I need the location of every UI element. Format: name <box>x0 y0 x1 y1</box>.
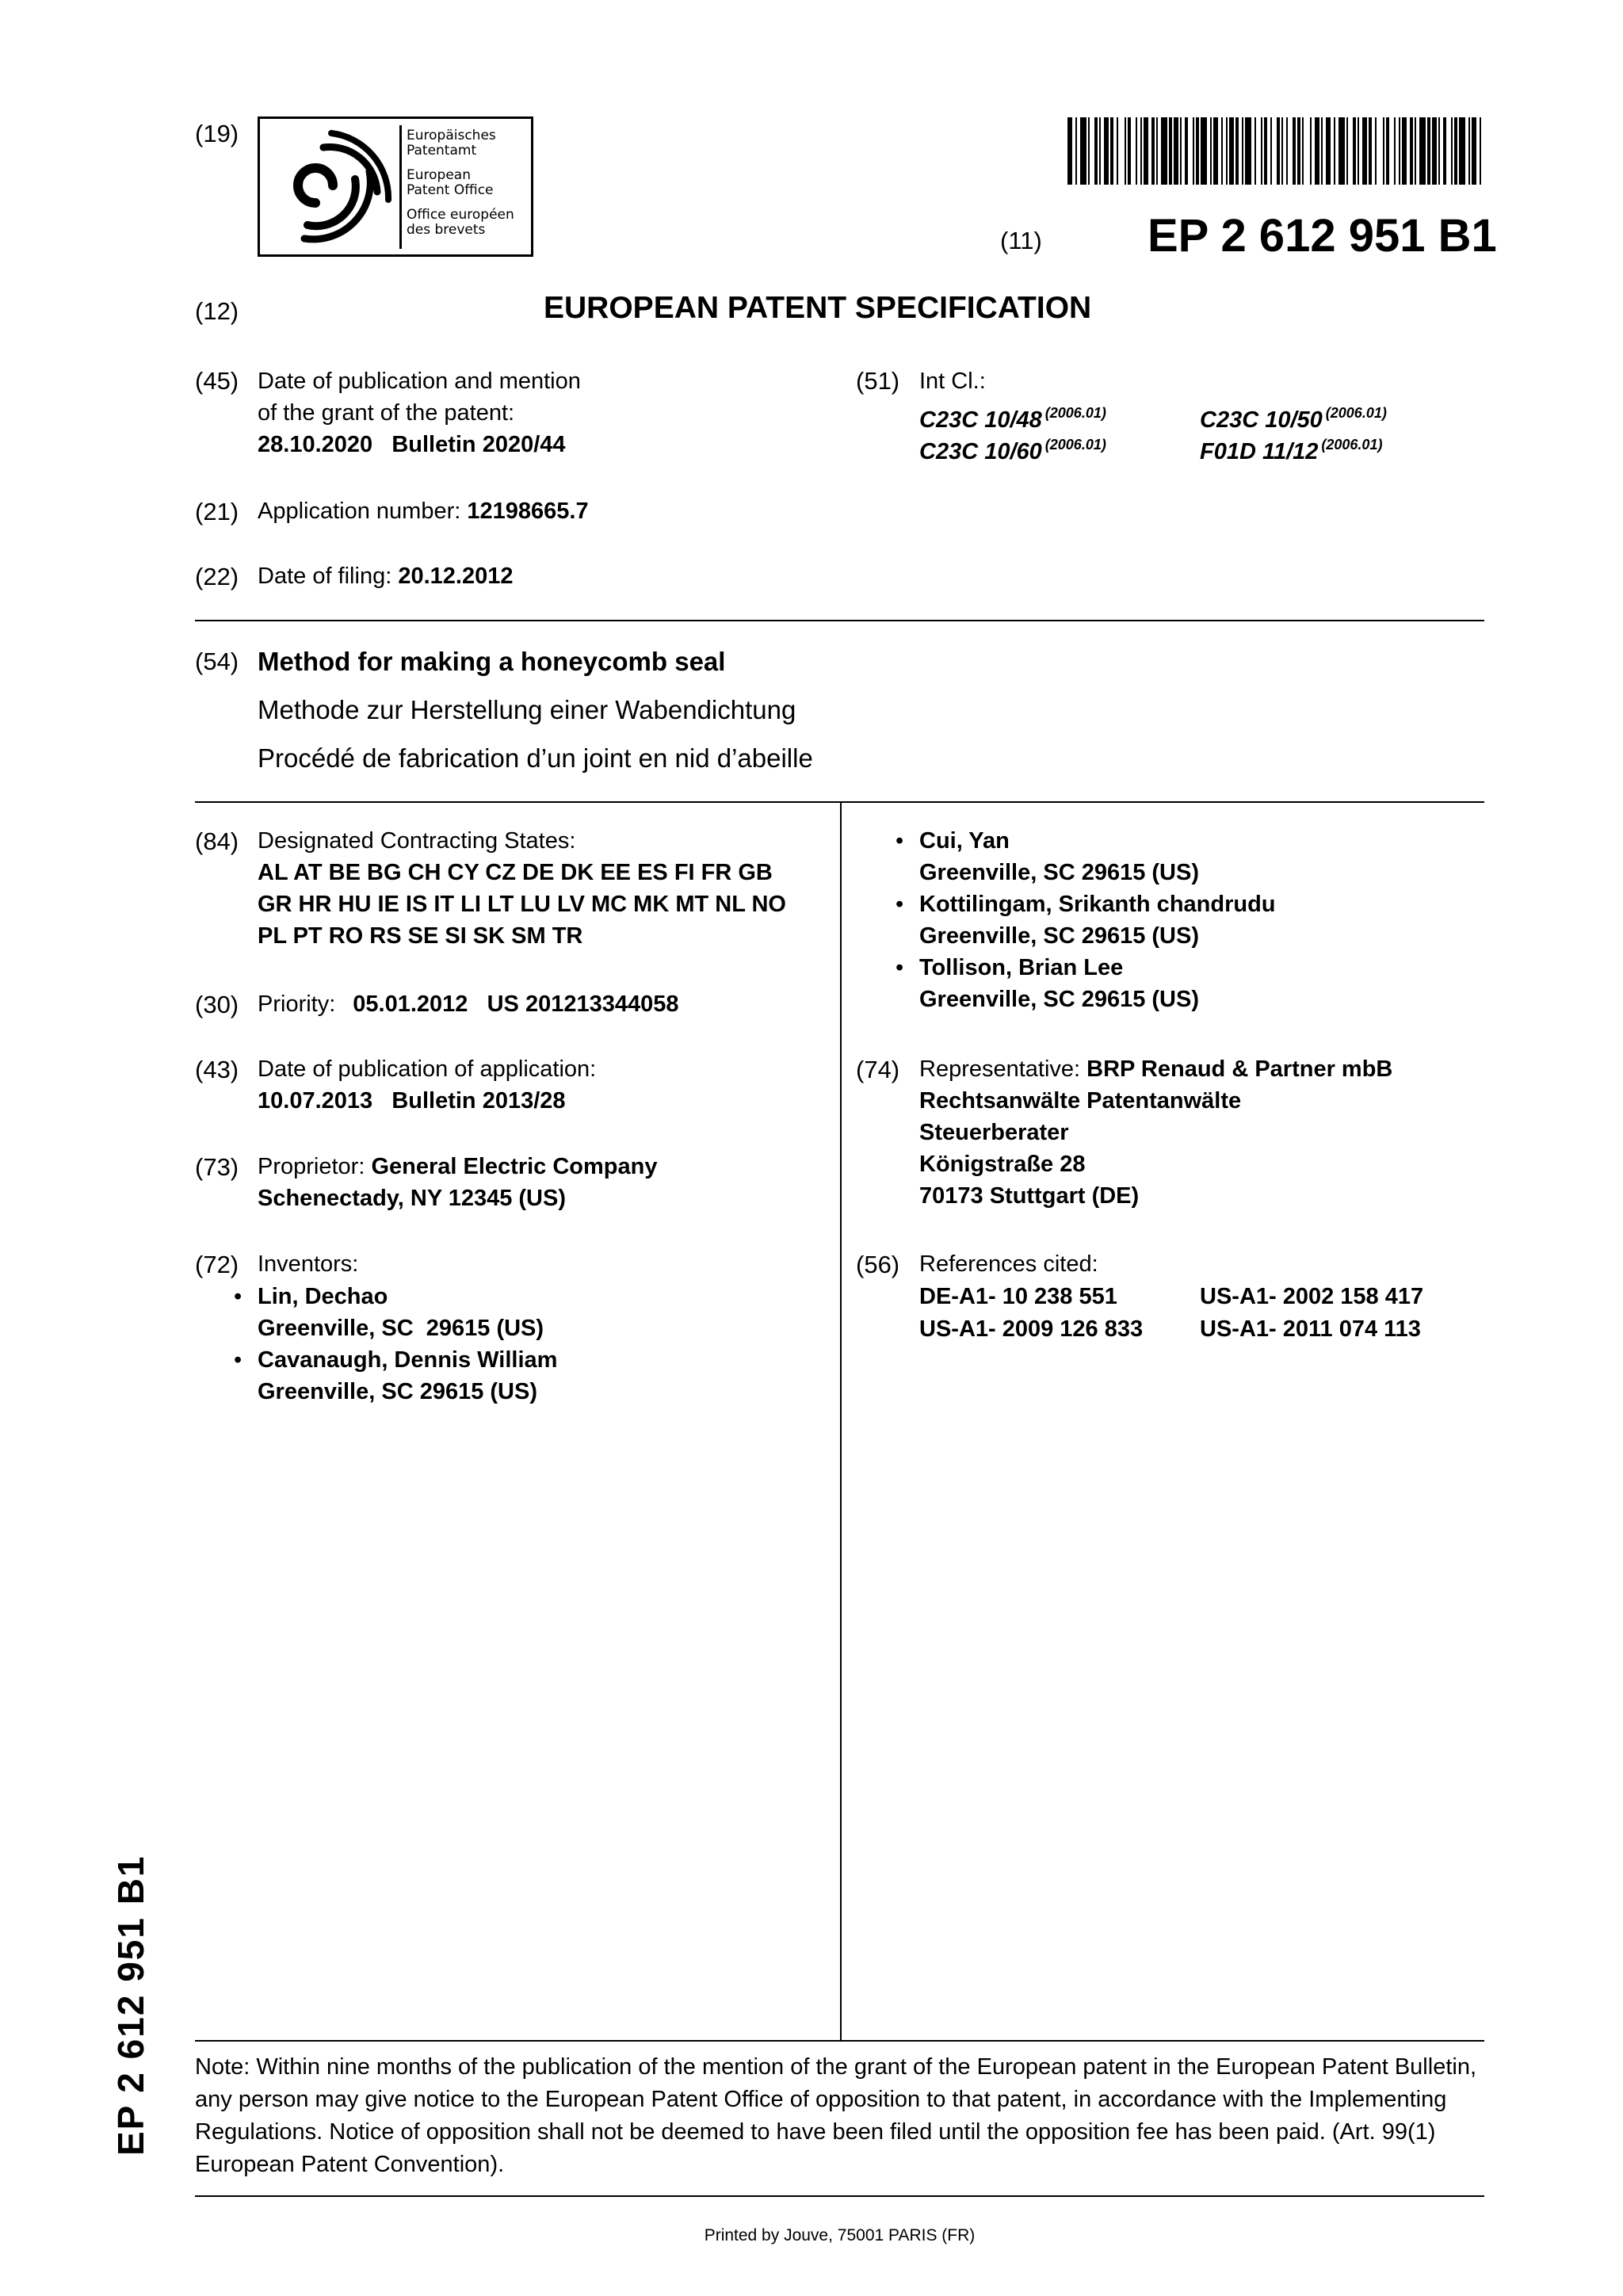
code-45: (45) <box>195 367 239 395</box>
code-54: (54) <box>195 648 239 675</box>
intcl-code: F01D 11/12 $^{(2006.01)}$ <box>1200 437 1383 464</box>
inventor-entry: • Lin, Dechao Greenville, SC 29615 (US) <box>258 1281 557 1344</box>
inventor-entry: • Cavanaugh, Dennis William Greenville, SC 29615 (US) <box>258 1344 557 1408</box>
intcl-code: C23C 10/50 $^{(2006.01)}$ <box>1200 405 1387 433</box>
divider <box>195 620 1484 621</box>
office-name-de: Europäisches Patentamt <box>407 128 496 159</box>
office-name-fr: Office européen des brevets <box>407 207 514 238</box>
inventor-entry: • Kottilingam, Srikanth chandrudu Greenville, SC 29615 (US) <box>919 888 1276 952</box>
code-72: (72) <box>195 1251 239 1278</box>
application-publication: Date of publication of application: 10.07.2013 Bulletin 2013/28 <box>258 1056 597 1114</box>
intcl-code: C23C 10/48 $^{(2006.01)}$ <box>919 405 1106 433</box>
reference: DE-A1- 10 238 551 <box>919 1284 1117 1309</box>
code-19: (19) <box>195 120 239 147</box>
code-73: (73) <box>195 1153 239 1181</box>
bullet-icon: • <box>234 1284 242 1309</box>
barcode <box>1067 117 1483 185</box>
reference: US-A1- 2011 074 113 <box>1200 1316 1421 1342</box>
grant-publication: Date of publication and mention of the grant of the patent: 28.10.2020 Bulletin 2020/44 <box>258 369 581 457</box>
column-divider <box>840 801 842 2040</box>
application-number: Application number: 12198665.7 <box>258 499 589 524</box>
references-label: References cited: <box>919 1251 1098 1277</box>
title-fr: Procédé de fabrication d’un joint en nid d’abeille <box>258 743 813 773</box>
intcl-code: C23C 10/60 $^{(2006.01)}$ <box>919 437 1106 464</box>
priority: Priority: 05.01.2012 US 201213344058 <box>258 991 679 1017</box>
code-12: (12) <box>195 297 239 325</box>
inventors-label: Inventors: <box>258 1251 359 1277</box>
code-43: (43) <box>195 1056 239 1083</box>
printer-imprint: Printed by Jouve, 75001 PARIS (FR) <box>704 2226 976 2244</box>
bullet-icon: • <box>896 892 904 917</box>
bullet-icon: • <box>896 828 904 854</box>
office-name-en: European Patent Office <box>407 167 494 198</box>
title-en: Method for making a honeycomb seal <box>258 647 726 676</box>
side-patent-number: EP 2 612 951 B1 <box>110 1855 151 2156</box>
inventor-list <box>234 1281 558 1408</box>
patent-number: EP 2 612 951 B1 <box>1148 210 1497 262</box>
code-84: (84) <box>195 827 239 855</box>
bullet-icon: • <box>896 955 904 980</box>
code-11: (11) <box>1000 227 1042 254</box>
reference: US-A1- 2002 158 417 <box>1200 1284 1424 1309</box>
code-22: (22) <box>195 563 239 590</box>
designated-states: Designated Contracting States: AL AT BE BG CH CY CZ DE DK EE ES FI FR GB GR HR HU IE IS IT LI LT LU LV MC MK MT NL NO PL PT RO RS SE SI SK SM TR <box>258 828 786 949</box>
epo-emblem-icon <box>268 124 395 250</box>
intcl-label: Int Cl.: <box>919 369 986 394</box>
code-21: (21) <box>195 498 239 525</box>
proprietor: Proprietor: General Electric Company Schenectady, NY 12345 (US) <box>258 1154 658 1211</box>
inventor-entry: • Tollison, Brian Lee Greenville, SC 29615 (US) <box>919 952 1276 1015</box>
opposition-note: Note: Within nine months of the publication of the mention of the grant of the European patent in the European Patent Bulletin, any person may give notice to the European Patent Office of opposition to that patent, in accordance with the Implementing Regulations. Notice of opposition shall not be deemed to have been filed until the opposition fee has been paid. (Art. 99(1) European Patent Convention). <box>195 2054 1477 2177</box>
title-de: Methode zur Herstellung einer Wabendichtung <box>258 695 796 724</box>
representative: Representative: BRP Renaud & Partner mbB Rechtsanwälte Patentanwälte Steuerberater Königstraße 28 70173 Stuttgart (DE) <box>919 1056 1393 1209</box>
divider <box>195 2040 1484 2042</box>
divider <box>195 2195 1484 2197</box>
code-51: (51) <box>856 367 900 395</box>
inventor-entry: • Cui, Yan Greenville, SC 29615 (US) <box>919 825 1276 888</box>
code-74: (74) <box>856 1056 900 1083</box>
code-56: (56) <box>856 1251 900 1278</box>
doc-title: EUROPEAN PATENT SPECIFICATION <box>544 291 1092 325</box>
bullet-icon: • <box>234 1347 242 1373</box>
filing-date: Date of filing: 20.12.2012 <box>258 563 514 589</box>
inventor-list <box>896 825 1276 1015</box>
reference: US-A1- 2009 126 833 <box>919 1316 1144 1342</box>
epo-logo <box>258 117 533 257</box>
code-30: (30) <box>195 991 239 1018</box>
